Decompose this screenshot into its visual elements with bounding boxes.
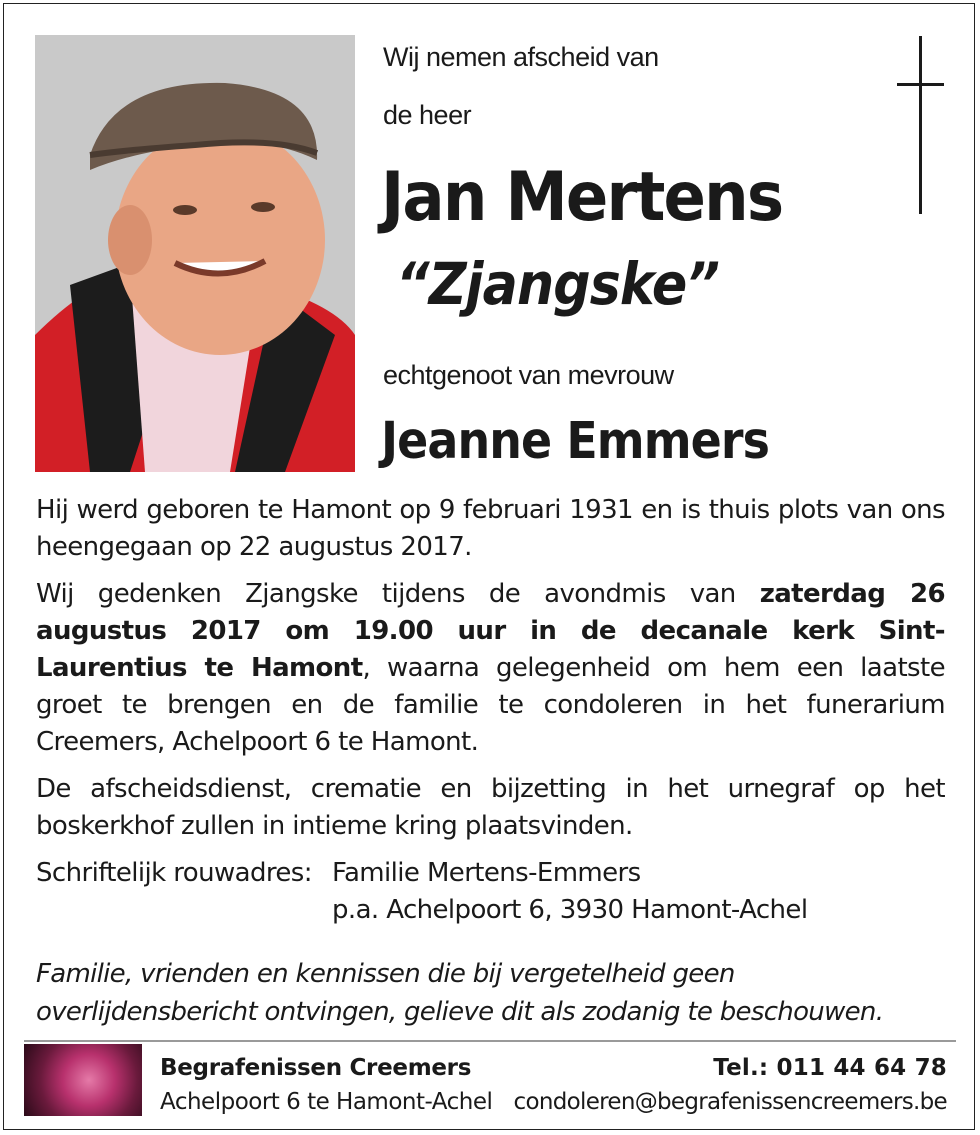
footer-divider	[24, 1040, 956, 1042]
funeral-home-address: Achelpoort 6 te Hamont-Achel	[160, 1089, 493, 1115]
service-paragraph	[36, 576, 945, 761]
funeral-home-phone: Tel.: 011 44 64 78	[713, 1055, 947, 1081]
address-line-1: Familie Mertens-Emmers	[332, 858, 641, 888]
service-datetime-location: zaterdag 26 augustus 2017 om 19.00 uur in de decanale kerk Sint-Laurentius te Hamont	[36, 579, 946, 683]
funeral-home-email[interactable]: condoleren@begrafenissencreemers.be	[513, 1089, 947, 1115]
obituary-body	[36, 492, 945, 929]
cross-icon	[896, 36, 946, 216]
spouse-intro: echtgenoot van mevrouw	[383, 360, 674, 390]
address-value	[332, 855, 807, 929]
rose-icon	[24, 1044, 142, 1116]
birth-death-paragraph: Hij werd geboren te Hamont op 9 februari 1931 en is thuis plots van ons heengegaan op 22 augustus 2017.	[36, 495, 945, 562]
service-text-2: , waarna gelegenheid om hem een laatste groet te brengen en de familie te condoleren in het funerarium Creemers, Achelpoort 6 te Hamont.	[36, 653, 945, 757]
funeral-home-name: Begrafenissen Creemers	[160, 1055, 472, 1081]
deceased-nickname: “Zjangske”	[396, 250, 720, 318]
deceased-name: Jan Mertens	[381, 158, 783, 237]
spouse-name: Jeanne Emmers	[381, 412, 770, 471]
address-label: Schriftelijk rouwadres:	[36, 858, 312, 888]
service-text-1: Wij gedenken Zjangske tijdens de avondmis van	[36, 579, 760, 609]
cremation-paragraph: De afscheidsdienst, crematie en bijzetting in het urnegraf op het boskerkhof zullen in intieme kring plaatsvinden.	[36, 774, 945, 841]
portrait-illustration	[35, 35, 355, 472]
farewell-intro: Wij nemen afscheid van	[383, 42, 659, 72]
address-line-2: p.a. Achelpoort 6, 3930 Hamont-Achel	[332, 895, 808, 925]
notice-text: Familie, vrienden en kennissen die bij vergetelheid geen overlijdensbericht ontvingen, gelieve dit als zodanig te beschouwen.	[36, 959, 884, 1027]
honorific: de heer	[383, 100, 472, 130]
mourning-address	[36, 855, 945, 929]
portrait-photo	[35, 35, 355, 472]
